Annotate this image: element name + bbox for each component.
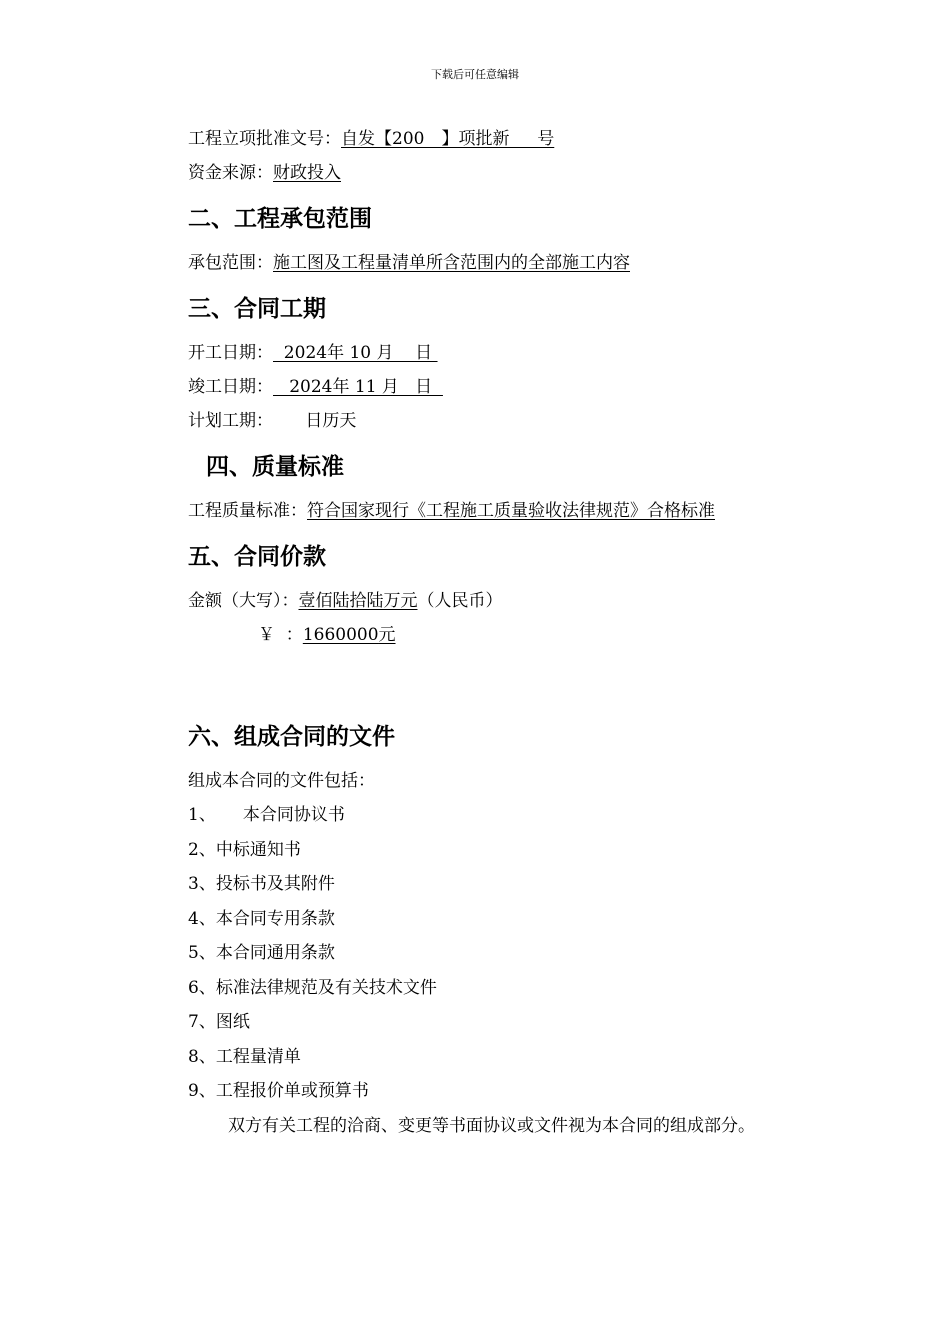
- end-date-label: 竣工日期：: [188, 377, 273, 397]
- section-heading-period: 三、合同工期: [188, 296, 326, 322]
- approval-value: 自发【200 】项批新 号: [341, 129, 555, 149]
- document-body: [188, 122, 888, 1143]
- fund-line: [188, 156, 888, 190]
- amount-value: 壹佰陆拾陆万元: [298, 591, 418, 611]
- fund-label: 资金来源：: [188, 163, 273, 183]
- section-heading-price: 五、合同价款: [188, 544, 326, 570]
- scope-value: 施工图及工程量清单所含范围内的全部施工内容: [273, 253, 630, 273]
- section-heading-documents: 六、组成合同的文件: [188, 724, 395, 750]
- quality-label: 工程质量标准：: [188, 501, 307, 521]
- section-heading-scope: 二、工程承包范围: [188, 206, 372, 232]
- list-item: 5、本合同通用条款: [188, 943, 335, 963]
- amount-line: [188, 584, 888, 618]
- list-item: 9、工程报价单或预算书: [188, 1081, 369, 1101]
- end-date-line: [188, 370, 888, 404]
- documents-note: 双方有关工程的洽商、变更等书面协议或文件视为本合同的组成部分。: [228, 1115, 755, 1136]
- documents-intro: 组成本合同的文件包括：: [188, 771, 375, 791]
- end-date-value: 2024年 11 月 日: [273, 377, 443, 397]
- approval-label: 工程立项批准文号：: [188, 129, 341, 149]
- scope-label: 承包范围：: [188, 253, 273, 273]
- yen-amount-line: [188, 618, 888, 652]
- amount-label: 金额（大写）：: [188, 591, 299, 611]
- plan-period-label: 计划工期：: [188, 411, 273, 431]
- quality-value: 符合国家现行《工程施工质量验收法律规范》合格标准: [307, 501, 715, 521]
- scope-line: [188, 246, 888, 280]
- documents-list: [188, 798, 888, 1109]
- approval-line: [188, 122, 888, 156]
- start-date-value: 2024年 10 月 日: [273, 343, 438, 363]
- start-date-label: 开工日期：: [188, 343, 273, 363]
- yen-amount-value: 1660000: [302, 625, 379, 645]
- section-heading-quality: 四、质量标准: [206, 454, 344, 480]
- list-item: 4、本合同专用条款: [188, 908, 335, 929]
- amount-currency: （人民币）: [417, 591, 503, 611]
- plan-period-value: 日历天: [273, 411, 357, 431]
- spacer: [188, 652, 888, 712]
- list-item: 7、图纸: [188, 1012, 250, 1032]
- yen-symbol: ￥: [258, 625, 275, 645]
- quality-line: [188, 494, 888, 528]
- list-item: 6、标准法律规范及有关技术文件: [188, 977, 437, 998]
- yen-separator: ：: [275, 625, 303, 645]
- page-header: 下载后可任意编辑: [431, 68, 519, 81]
- list-item: 3、投标书及其附件: [188, 874, 335, 894]
- start-date-line: [188, 336, 888, 370]
- list-item: 2、中标通知书: [188, 839, 301, 860]
- list-item: 8、工程量清单: [188, 1046, 301, 1067]
- list-item: 1、 本合同协议书: [188, 805, 345, 825]
- yen-amount-unit: 元: [378, 625, 396, 645]
- plan-period-line: [188, 404, 888, 438]
- fund-value: 财政投入: [273, 163, 341, 183]
